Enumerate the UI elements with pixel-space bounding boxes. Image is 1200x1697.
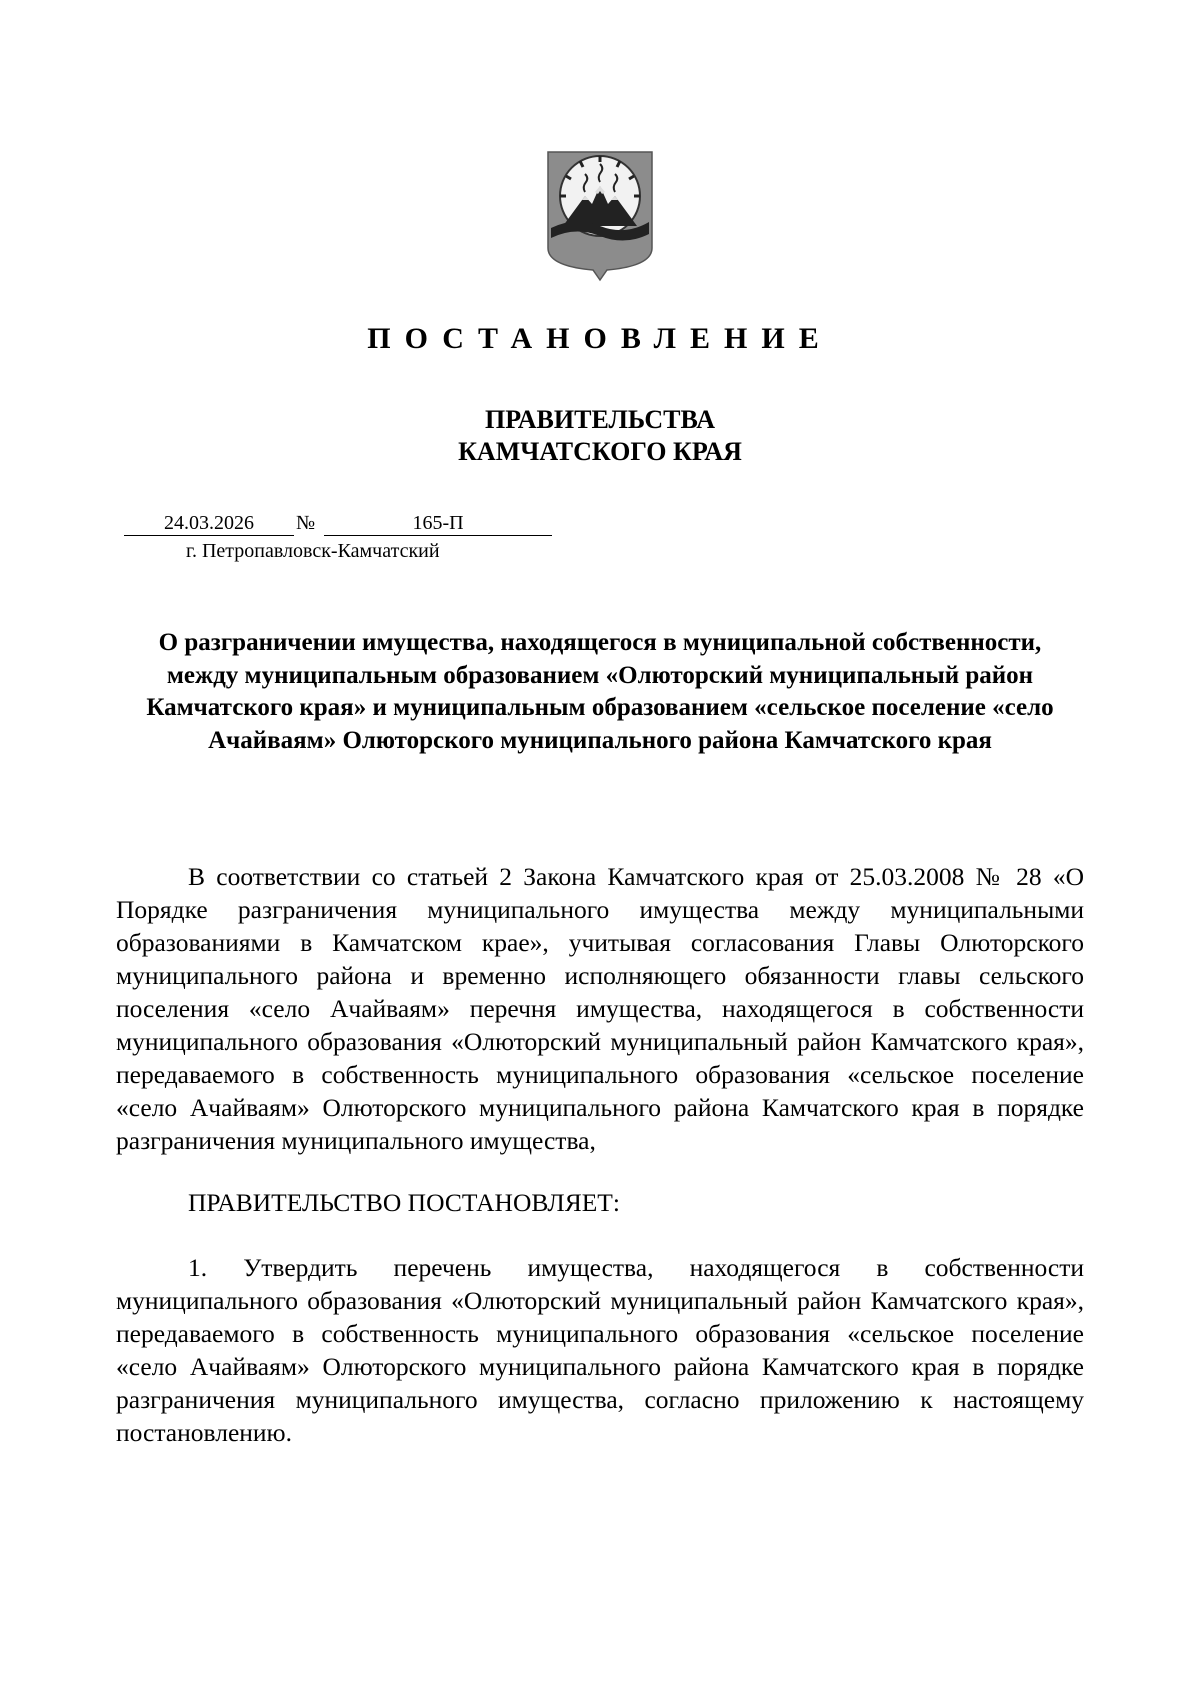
- issuing-city: г. Петропавловск-Камчатский: [186, 540, 440, 562]
- clause-1-paragraph: 1. Утвердить перечень имущества, находящегося в собственности муниципального образования «Олюторский муниципальный район Камчатского края», передаваемого в собственность муниципального образования «сельское поселение «село Ачайваям» Олюторского муниципального района Камчатского края в порядке разграничения муниципального имущества, согласно приложению к настоящему постановлению.: [116, 1253, 1084, 1447]
- document-title: О разграничении имущества, находящегося в муниципальной собственности, между муниципальным образованием «Олюторский муниципальный район Камчатского края» и муниципальным образованием «сельское поселение «село Ачайваям» Олюторского муниципального района Камчатского края: [146, 629, 1054, 754]
- number-sign: №: [296, 512, 316, 534]
- document-date: 24.03.2026: [124, 511, 294, 536]
- decree-statement: ПРАВИТЕЛЬСТВО ПОСТАНОВЛЯЕТ:: [188, 1188, 620, 1217]
- issuing-authority: [0, 404, 1200, 468]
- authority-line-1: ПРАВИТЕЛЬСТВА: [485, 405, 715, 434]
- document-number: 165-П: [324, 511, 552, 536]
- preamble-paragraph: В соответствии со статьей 2 Закона Камчатского края от 25.03.2008 № 28 «О Порядке разграничения муниципального имущества между муниципальными образованиями в Камчатском крае», учитывая согласования Главы Олюторского муниципального района и временно исполняющего обязанности главы сельского поселения «село Ачайваям» перечня имущества, находящегося в собственности муниципального образования «Олюторский муниципальный район Камчатского края», передаваемого в собственность муниципального образования «сельское поселение «село Ачайваям» Олюторского муниципального района Камчатского края в порядке разграничения муниципального имущества,: [116, 862, 1084, 1155]
- kamchatka-coat-of-arms-icon: [545, 148, 655, 283]
- document-type-heading: ПОСТАНОВЛЕНИЕ: [367, 322, 833, 355]
- authority-line-2: КАМЧАТСКОГО КРАЯ: [458, 437, 742, 466]
- document-meta: [124, 511, 554, 537]
